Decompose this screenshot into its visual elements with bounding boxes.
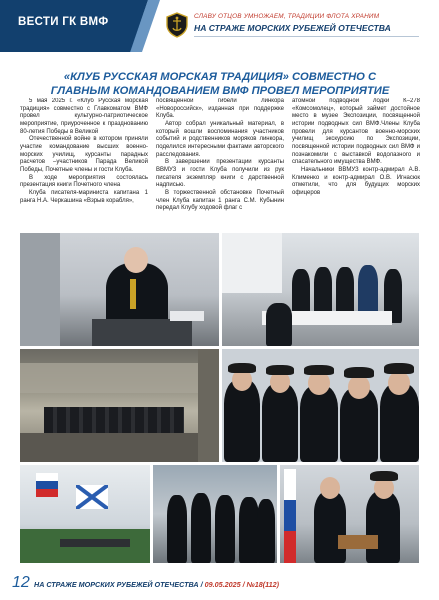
page-footer — [0, 566, 439, 600]
photo-author-speaking — [20, 233, 219, 346]
paragraph: Начальники ВВМУЗ контр-адмирал А.В. Клименко и контр-адмирал О.В. Игнасюк отметили, что для будущих морских офицеров — [292, 166, 420, 196]
footer-publication — [34, 580, 279, 589]
photo-flag-handover — [280, 465, 419, 563]
publication-motto: СЛАВУ ОТЦОВ УМНОЖАЕМ, ТРАДИЦИИ ФЛОТА ХРАНИМ — [194, 13, 380, 20]
photo-group-saluting — [153, 465, 277, 563]
photo-flags-exhibition — [20, 465, 150, 563]
article-column-1 — [20, 98, 148, 232]
article-column-3 — [292, 98, 420, 232]
paragraph: Автор собрал уникальный материал, в который вошли воспоминания участников событий и родственников моряков линкора, поделился интересными фактами авторского расследования. — [156, 120, 284, 158]
page-number: 12 — [12, 574, 30, 591]
article-body — [20, 98, 420, 232]
publication-name: НА СТРАЖЕ МОРСКИХ РУБЕЖЕЙ ОТЕЧЕСТВА — [194, 23, 391, 33]
photo-officers-table — [222, 233, 419, 346]
section-title: ВЕСТИ ГК ВМФ — [18, 16, 109, 28]
paragraph: 5 мая 2025 г. «Клуб Русская морская традиция» совместно с Главкоматом ВМФ провел культурно-патриотическое мероприятие, приуроченное к празднованию 80-летия Победы в Великой — [20, 98, 148, 135]
article-headline — [20, 70, 420, 98]
naval-ensign-icon — [76, 485, 108, 509]
headline-line-1: «КЛУБ РУССКАЯ МОРСКАЯ ТРАДИЦИЯ» СОВМЕСТНО С — [63, 71, 377, 83]
paragraph: В торжественной обстановке Почетный член Клуба капитан 1 ранга С.М. Кубынин передал Клубу ходовой флаг с — [156, 189, 284, 212]
article-column-2 — [156, 98, 284, 232]
photo-cadets-row — [222, 349, 419, 462]
headline-line-2: ГЛАВНЫМ КОМАНДОВАНИЕМ ВМФ ПРОВЕЛ МЕРОПРИЯТИЕ — [50, 85, 390, 97]
navy-emblem-icon — [166, 12, 188, 38]
footer-publication-name: НА СТРАЖЕ МОРСКИХ РУБЕЖЕЙ ОТЕЧЕСТВА — [34, 580, 199, 589]
paragraph: В ходе мероприятия состоялась презентация книги Почетного члена — [20, 174, 148, 189]
footer-issue: 09.05.2025 / №18(112) — [204, 580, 280, 589]
paragraph: В завершении презентации курсанты ВВМУЗ и гости Клуба получили из рук писателя экземпляр книги с дарственной надписью. — [156, 159, 284, 189]
paragraph: атомной подводной лодки К–278 «Комсомолец», который займет достойное место в музее Экспозиции, посвященной истории подводных сил ВМФ.Члены Клуба провели для курсантов военно-морских училищ экскурсию по Экспозиции, посвященной истории подводных сил ВМФ и познакомили с выставкой водолазного и спасательного имущества ВМФ. — [292, 98, 420, 166]
footer-separator: / — [200, 580, 205, 589]
header-divider — [194, 36, 419, 37]
paragraph: посвященной гибели линкора «Новороссийск», изданная при поддержке Клуба. — [156, 98, 284, 120]
paragraph: Клуба писателя-мариниста капитана 1 ранга Н.А. Черкашина «Взрыв корабля», — [20, 189, 148, 204]
page-header — [0, 0, 439, 52]
paragraph: Отечественной войне в котором приняли участие командование высших военно-морских училищ, курсанты парадных расчетов –участников Парада Великой Победы, Почетные члены и гости Клуба. — [20, 136, 148, 173]
photo-hall-audience — [20, 349, 219, 462]
